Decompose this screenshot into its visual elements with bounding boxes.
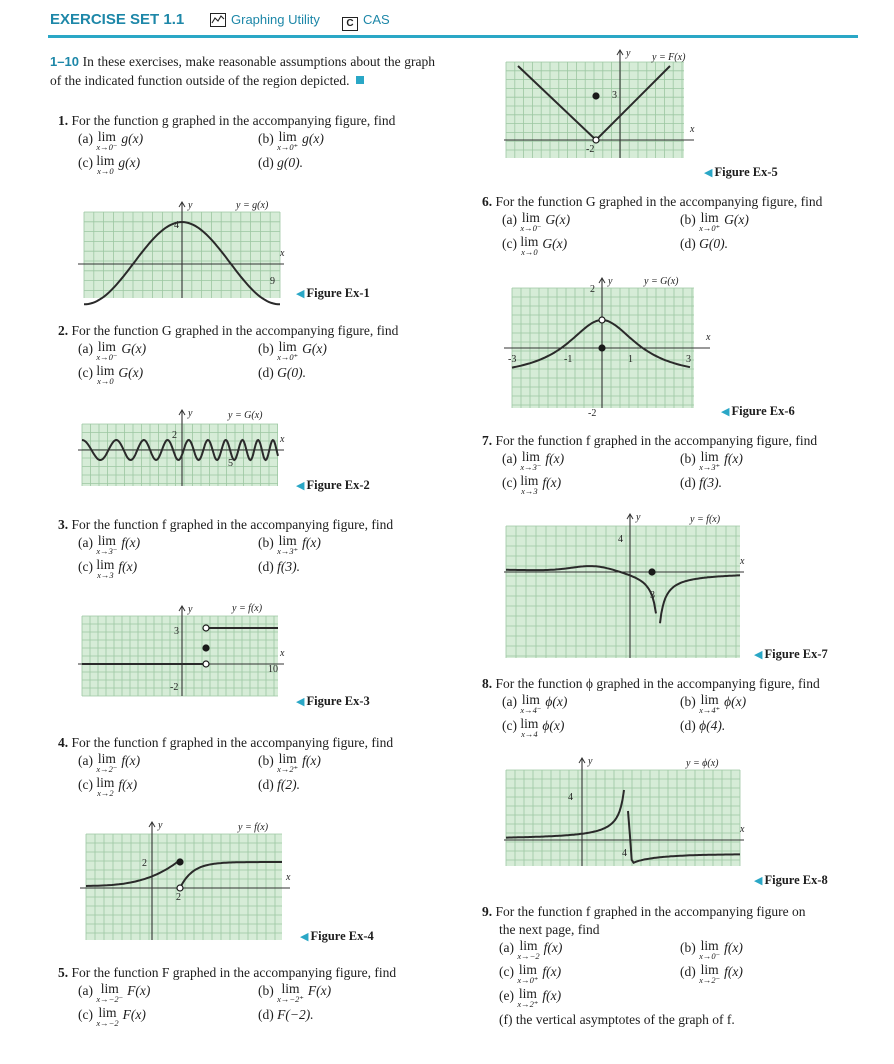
open-point <box>599 317 605 323</box>
graphing-utility-text: Graphing Utility <box>231 12 320 27</box>
function-label: y = f(x) <box>232 603 263 614</box>
pointer-icon: ◀ <box>296 696 305 708</box>
problem-text: For the function f graphed in the accompanying figure, find <box>71 517 394 532</box>
pointer-icon: ◀ <box>721 406 730 418</box>
tick-label: -2 <box>170 682 179 693</box>
function-label: y = f(x) <box>690 514 721 525</box>
y-axis-label: y <box>188 604 193 615</box>
x-axis-label: x <box>690 124 695 135</box>
problem-4: 4. For the function f graphed in the accompanying figure, find (a) lim x→2⁻ f(x) (b) lim x→2⁺ f(x) (c) lim x→2 f(x) (d) f(2). <box>58 735 394 798</box>
problem-text: For the function G graphed in the accompanying figure, find <box>71 323 399 338</box>
graphing-utility-label <box>210 12 320 27</box>
tick-label: 1 <box>628 354 633 365</box>
problem-9: 9. For the function f graphed in the accompanying figure on the next page, find (a) lim x→−2 f(x) (b) lim x→0⁻ f(x) (c) lim x→0⁺ f(x) (d) lim x→2⁻ f(x) (e) lim x→2⁺ f(x) (f) the vertical asymptotes of the graph of f. <box>482 904 806 1027</box>
y-axis-label: y <box>188 200 193 211</box>
figure-label: ◀ Figure Ex-4 <box>300 929 374 943</box>
end-square-icon <box>356 76 364 84</box>
figure-label: ◀ Figure Ex-7 <box>754 647 828 661</box>
tick-label: 2 <box>142 858 147 869</box>
figure-label: ◀ Figure Ex-2 <box>296 478 370 492</box>
y-axis-label: y <box>588 756 593 767</box>
function-label: y = F(x) <box>652 52 686 63</box>
problem-5: 5. For the function F graphed in the accompanying figure, find (a) lim x→−2⁻ F(x) (b) lim x→−2⁺ F(x) (c) lim x→−2 F(x) (d) F(−2). <box>58 965 397 1028</box>
open-point <box>593 137 599 143</box>
tick-label: 2 <box>176 892 181 903</box>
cas-icon: C <box>342 17 358 31</box>
open-point <box>203 625 209 631</box>
tick-label: 4 <box>174 220 179 231</box>
exercise-title: EXERCISE SET 1.1 <box>50 11 185 28</box>
closed-point <box>593 93 599 99</box>
problem-8: 8. For the function ϕ graphed in the accompanying figure, find (a) lim x→4⁻ ϕ(x) (b) lim x→4⁺ ϕ(x) (c) lim x→4 ϕ(x) (d) ϕ(4). <box>482 676 820 739</box>
function-label: y = G(x) <box>644 276 679 287</box>
pointer-icon: ◀ <box>754 649 763 661</box>
x-axis-label: x <box>280 648 285 659</box>
problem-text: For the function F graphed in the accompanying figure, find <box>71 965 397 980</box>
problem-text-cont: the next page, find <box>499 922 600 937</box>
x-axis-label: x <box>280 434 285 445</box>
intro-paragraph <box>50 52 435 90</box>
closed-point <box>203 645 209 651</box>
tick-label: 5 <box>228 458 233 469</box>
figure-label: ◀ Figure Ex-5 <box>704 165 778 179</box>
problem-7: 7. For the function f graphed in the accompanying figure, find (a) lim x→3⁻ f(x) (b) lim x→3⁺ f(x) (c) lim x→3 f(x) (d) f(3). <box>482 433 818 496</box>
closed-point <box>649 569 655 575</box>
problem-text: For the function g graphed in the accompanying figure, find <box>71 113 396 128</box>
figure-label: ◀ Figure Ex-8 <box>754 873 828 887</box>
figure-ex-5-graph <box>504 48 694 160</box>
figure-ex-6-graph <box>504 274 714 419</box>
tick-label: 3 <box>686 354 691 365</box>
function-label: y = ϕ(x) <box>686 758 719 769</box>
tick-label: 3 <box>174 626 179 637</box>
figure-label: ◀ Figure Ex-3 <box>296 694 370 708</box>
problem-text: For the function f graphed in the accompanying figure, find <box>495 433 818 448</box>
problem-text: For the function G graphed in the accompanying figure, find <box>495 194 823 209</box>
problem-3: 3. For the function f graphed in the accompanying figure, find (a) lim x→3⁻ f(x) (b) lim x→3⁺ f(x) (c) lim x→3 f(x) (d) f(3). <box>58 517 394 580</box>
pointer-icon: ◀ <box>300 931 309 943</box>
figure-ex-3-graph <box>78 602 284 698</box>
figure-ex-4-graph <box>80 818 291 944</box>
problem-2: 2. For the function G graphed in the accompanying figure, find (a) lim x→0⁻ G(x) (b) lim x→0⁺ G(x) (c) lim x→0 G(x) (d) G(0). <box>58 323 399 386</box>
exercise-header <box>48 6 858 38</box>
tick-label: 3 <box>650 590 655 601</box>
tick-label: 3 <box>612 90 617 101</box>
x-axis-label: x <box>740 556 745 567</box>
x-axis-label: x <box>286 872 291 883</box>
intro-range: 1–10 <box>50 54 79 69</box>
cas-text: CAS <box>363 12 390 27</box>
x-axis-label: x <box>706 332 711 343</box>
function-label: y = G(x) <box>228 410 263 421</box>
intro-text: In these exercises, make reasonable assumptions about the graph of the indicated function outside of the region depicted. <box>50 54 435 88</box>
figure-ex-8-graph <box>504 756 744 876</box>
y-axis-label: y <box>608 276 613 287</box>
pointer-icon: ◀ <box>296 288 305 300</box>
open-point <box>177 885 183 891</box>
tick-label: 4 <box>568 792 573 803</box>
open-point <box>203 661 209 667</box>
problem-text: For the function f graphed in the accompanying figure, find <box>71 735 394 750</box>
y-axis-label: y <box>636 512 641 523</box>
tick-label: -2 <box>586 144 595 155</box>
tick-label: 4 <box>622 848 627 859</box>
figure-label: ◀ Figure Ex-1 <box>296 286 370 300</box>
x-axis-label: x <box>280 248 285 259</box>
tick-label: -3 <box>508 354 517 365</box>
tick-label: 2 <box>172 430 177 441</box>
tick-label: -2 <box>588 408 597 419</box>
tick-label: 2 <box>590 284 595 295</box>
closed-point <box>599 345 605 351</box>
problem-6: 6. For the function G graphed in the accompanying figure, find (a) lim x→0⁻ G(x) (b) lim x→0⁺ G(x) (c) lim x→0 G(x) (d) G(0). <box>482 194 823 257</box>
closed-point <box>177 859 183 865</box>
function-label: y = f(x) <box>238 822 269 833</box>
tick-label: 4 <box>618 534 623 545</box>
problem-text: For the function ϕ graphed in the accompanying figure, find <box>495 676 820 691</box>
pointer-icon: ◀ <box>754 875 763 887</box>
figure-label: ◀ Figure Ex-6 <box>721 404 795 418</box>
pointer-icon: ◀ <box>296 480 305 492</box>
tick-label: 9 <box>270 276 275 287</box>
cas-label <box>342 12 390 31</box>
figure-ex-1-graph <box>78 198 284 302</box>
figure-ex-7-graph <box>504 512 744 662</box>
problem-text: For the function f graphed in the accompanying figure on <box>495 904 806 919</box>
header-rule <box>48 35 858 38</box>
problem-1: 1. For the function g graphed in the accompanying figure, find (a) lim x→0⁻ g(x) (b) lim x→0⁺ g(x) (c) lim x→0 g(x) (d) g(0). <box>58 113 396 176</box>
y-axis-label: y <box>188 408 193 419</box>
y-axis-label: y <box>158 820 163 831</box>
figure-ex-2-graph <box>78 406 284 492</box>
tick-label: -1 <box>564 354 573 365</box>
y-axis-label: y <box>626 48 631 59</box>
x-axis-label: x <box>740 824 745 835</box>
graph-icon <box>210 13 226 27</box>
tick-label: 10 <box>268 664 278 675</box>
pointer-icon: ◀ <box>704 167 713 179</box>
function-label: y = g(x) <box>236 200 269 211</box>
